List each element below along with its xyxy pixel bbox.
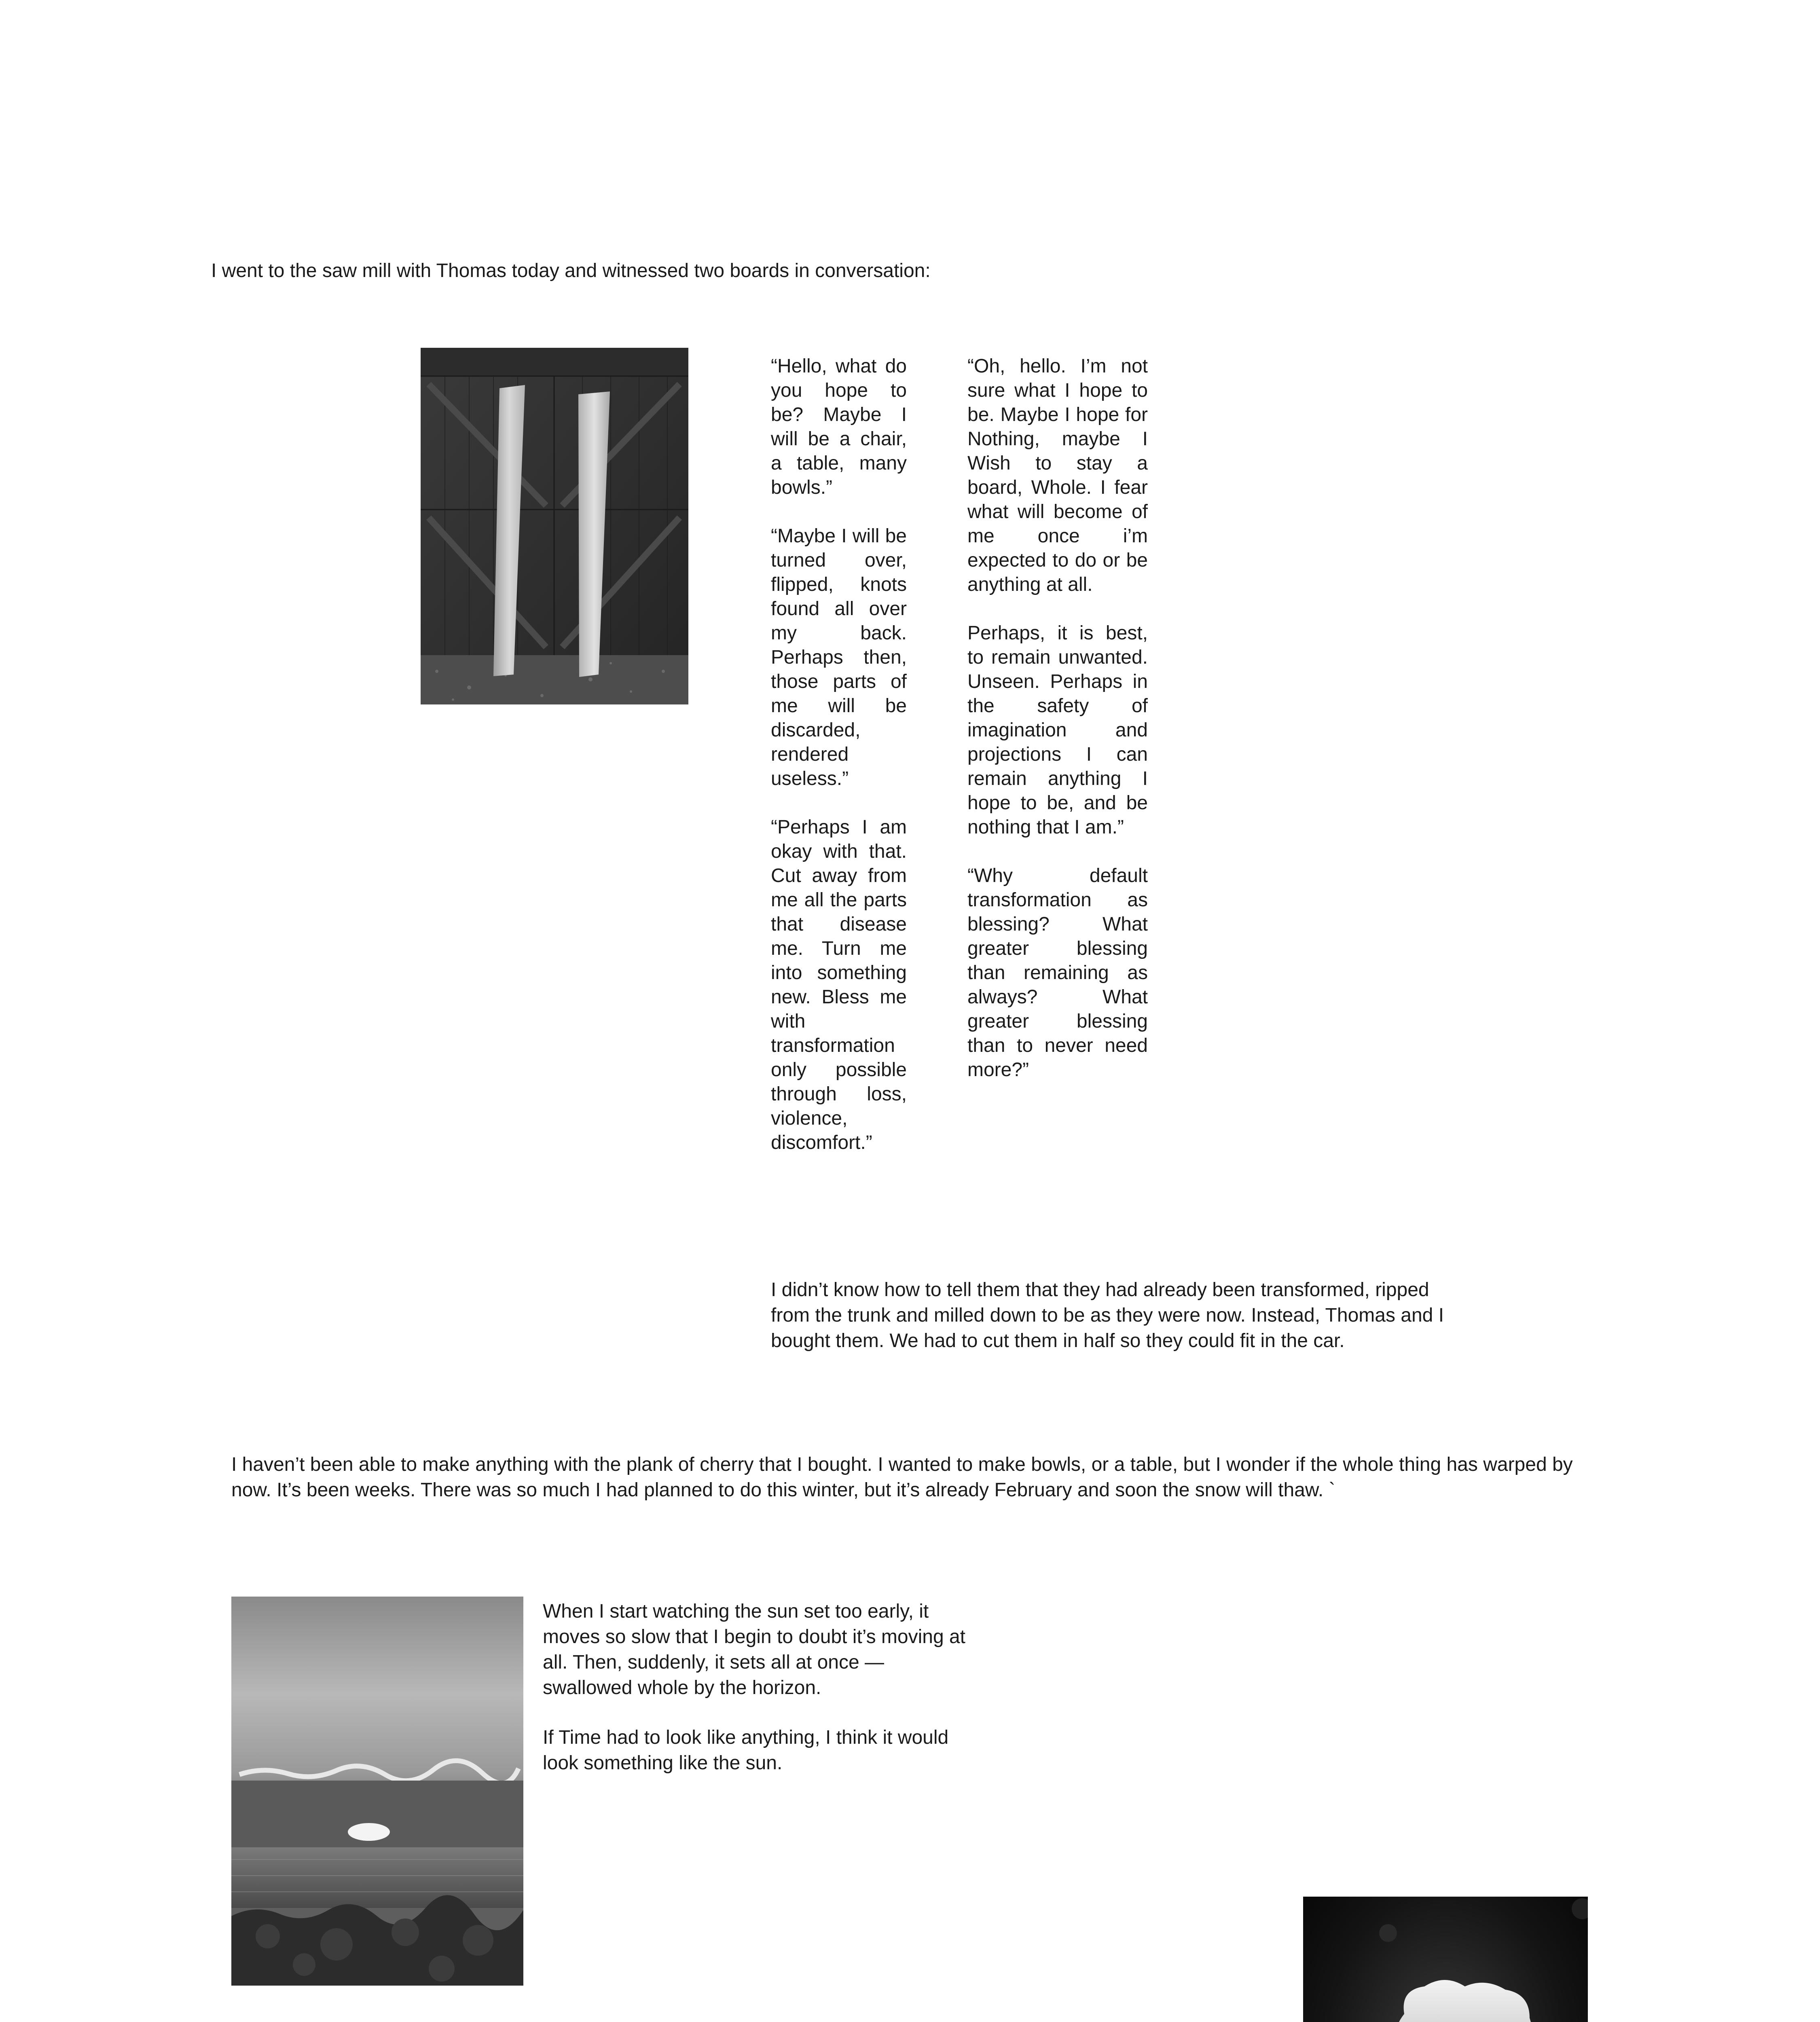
sunset-text: [543, 1599, 967, 1776]
board-two-paragraph: “Why default transformation as blessing? What greater blessing than remaining as always? What greater blessing than to never need more?”: [967, 865, 1148, 1081]
board-two-dialogue: [967, 354, 1148, 1082]
board-one-paragraph: “Perhaps I am okay with that. Cut away from me all the parts that disease me. Turn me into something new. Bless me with transformation only possible through loss, violence, discomfort.”: [771, 816, 907, 1153]
board-one-paragraph: “Maybe I will be turned over, flipped, knots found all over my back. Perhaps then, those parts of me will be discarded, rendered useless.”: [771, 525, 907, 789]
sunset-paragraph: If Time had to look like anything, I think it would look something like the sun.: [543, 1727, 949, 1774]
cherry-text: I haven’t been able to make anything with the plank of cherry that I bought. I wanted to make bowls, or a table, but I wonder if the whole thing has warped by now. It’s been weeks. There was so much I had planned to do this winter, but it’s already February and soon the snow will thaw. `: [231, 1454, 1573, 1501]
sunset-paragraph: When I start watching the sun set too early, it moves so slow that I begin to doubt it’s moving at all. Then, suddenly, it sets all at once — swallowed whole by the horizon.: [543, 1601, 966, 1698]
reply-text: I didn’t know how to tell them that they had already been transformed, ripped from the trunk and milled down to be as they were now. Instead, Thomas and I bought them. We had to cut them in half so they could fit in the car.: [771, 1279, 1444, 1352]
photo-sunset: [231, 1597, 523, 1986]
photo-hole-view: [1303, 1897, 1588, 2022]
board-two-paragraph: “Oh, hello. I’m not sure what I hope to be. Maybe I hope for Nothing, maybe I Wish to stay a board, Whole. I fear what will become of me once i’m expected to do or be anything at all.: [967, 355, 1148, 595]
board-one-dialogue: [771, 354, 907, 1155]
board-one-paragraph: “Hello, what do you hope to be? Maybe I will be a chair, a table, many bowls.”: [771, 355, 907, 498]
photo-boards: [421, 348, 688, 704]
intro-text: I went to the saw mill with Thomas today and witnessed two boards in conversation:: [211, 260, 931, 281]
board-two-paragraph: Perhaps, it is best, to remain unwanted. Unseen. Perhaps in the safety of imagination and projections I can remain anything I hope to be, and be nothing that I am.”: [967, 622, 1148, 838]
